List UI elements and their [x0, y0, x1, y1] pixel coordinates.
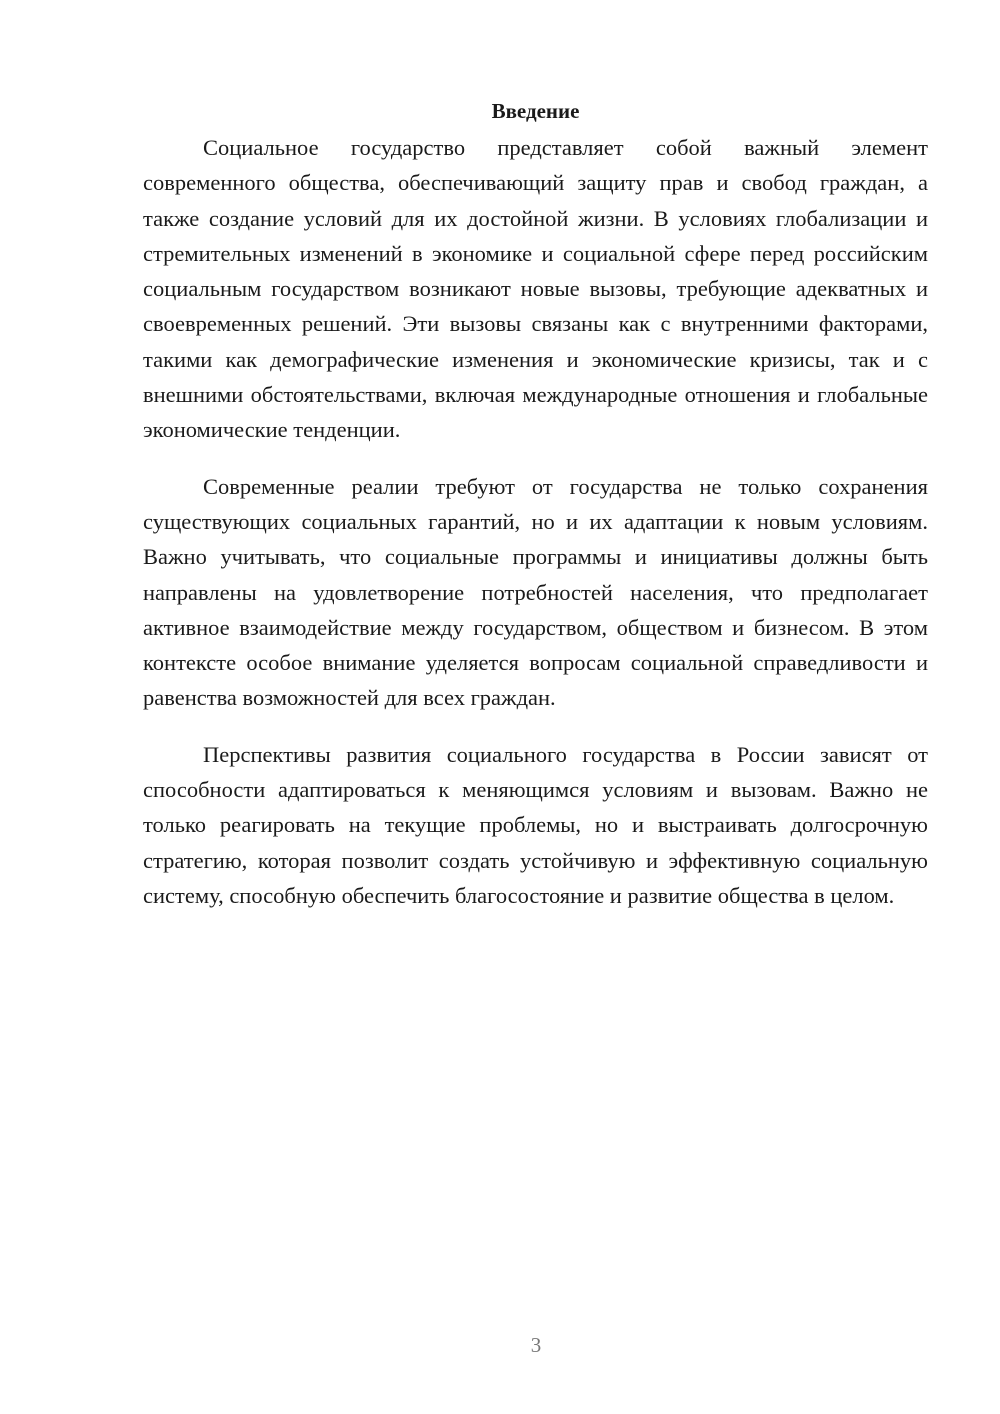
- paragraph-1: Социальное государство представляет собой важный элемент современного общества, обеспечивающий защиту прав и свобод граждан, а также создание условий для их достойной жизни. В условиях глобализации и стремительных изменений в экономике и социальной сфере перед российским социальным государством возникают новые вызовы, требующие адекватных и своевременных решений. Эти вызовы связаны как с внутренними факторами, такими как демографические изменения и экономические кризисы, так и с внешними обстоятельствами, включая международные отношения и глобальные экономические тенденции.: [143, 135, 928, 443]
- page-number: 3: [530, 1333, 542, 1357]
- paragraph-2: Современные реалии требуют от государства не только сохранения существующих социальных гарантий, но и их адаптации к новым условиям. Важно учитывать, что социальные программы и инициативы должны быть направлены на удовлетворение потребностей населения, что предполагает активное взаимодействие между государством, обществом и бизнесом. В этом контексте особое внимание уделяется вопросам социальной справедливости и равенства возможностей для всех граждан.: [143, 473, 928, 711]
- paragraph-3: Перспективы развития социального государства в России зависят от способности адаптироваться к меняющимся условиям и вызовам. Важно не только реагировать на текущие проблемы, но и выстраивать долгосрочную стратегию, которая позволит создать устойчивую и эффективную социальную систему, способную обеспечить благосостояние и развитие общества в целом.: [143, 741, 928, 908]
- document-body: [143, 96, 928, 934]
- section-title: Введение: [491, 99, 580, 123]
